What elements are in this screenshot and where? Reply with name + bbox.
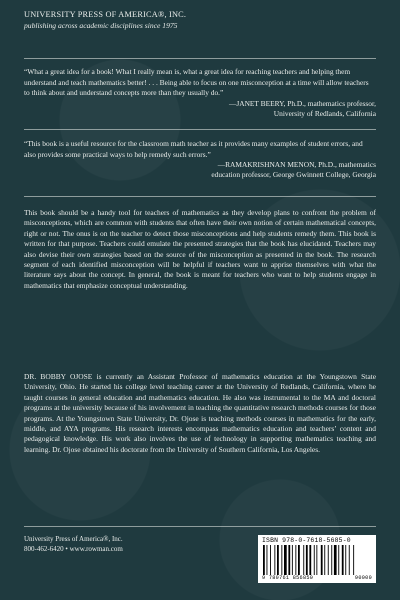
endorsement-attribution: —RAMAKRISHNAN MENON, Ph.D., mathematics <box>217 160 376 170</box>
endorsement-affiliation: education professor, George Gwinnett College, Georgia <box>211 170 376 180</box>
endorsement-attribution: —JANET BEERY, Ph.D., mathematics professor, <box>228 98 376 108</box>
publisher-name: UNIVERSITY PRESS OF AMERICA®, INC. <box>24 10 187 19</box>
footer-contact: 800-462-6420 • www.rowman.com <box>24 545 123 553</box>
author-bio: DR. BOBBY OJOSE is currently an Assistant Professor of mathematics education at the Youngstown State University, Ohio. He started his college level teaching career at the University of Redlands, California, where he taught courses in general education and mathematics education. He also was instrumental to the MA and doctoral programs at the university because of his involvement in teaching the quantitative research methods courses for those programs. At the Youngstown State University, Dr. Ojose is teaching methods courses in mathematics for the early, middle, and AYA programs. His research interests encompass mathematics education and teachers’ content and pedagogical knowledge. His work also involves the use of technology in supporting mathematics teaching and learning. Dr. Ojose obtained his doctorate from the University of Southern California, Los Angeles. <box>24 372 376 454</box>
barcode-digits <box>262 575 372 581</box>
endorsement-affiliation: University of Redlands, California <box>273 108 376 118</box>
divider <box>24 129 376 130</box>
isbn-barcode <box>258 535 376 583</box>
publisher-footer <box>24 534 123 554</box>
endorsement-1 <box>24 67 376 119</box>
endorsement-text: “What a great idea for a book! What I really mean is, what a great idea for reaching teachers and helping them understand and teach mathematics better! . . . Being able to focus on one misconception at a time will allow teachers to think about and understand concepts more than they usually do.” <box>24 67 369 98</box>
footer-publisher: University Press of America®, Inc. <box>24 535 123 543</box>
divider <box>24 58 376 59</box>
barcode-number: 9 780761 856850 <box>262 575 314 581</box>
publisher-tagline: publishing across academic disciplines since 1975 <box>24 21 178 30</box>
endorsement-text: “This book is a useful resource for the classroom math teacher as it provides many examples of student errors, and also provides some practical ways to help remedy such errors.” <box>24 139 363 159</box>
isbn-number: ISBN 978-0-7618-5685-0 <box>262 537 351 544</box>
isbn-line <box>262 537 372 544</box>
book-description: This book should be a handy tool for teachers of mathematics as they develop plans to confront the problem of misconceptions, which are common with students that often have their own notion of certain mathematical concepts, right or not. The onus is on the teacher to detect those misconceptions and help students remedy them. This book is written for that purpose. Teachers could emulate the presented strategies that the book has elucidated. Teachers may also devise their own strategies based on the source of the misconception as presented in the book. The research segment of each identified misconception will be helpful if teachers want to apprise themselves with what the literature says about the concept. In general, the book is meant for teachers who want to help students engage in mathematics that emphasize conceptual understanding. <box>24 208 376 290</box>
barcode-bars <box>262 545 372 575</box>
price-code: 90000 <box>354 575 372 581</box>
divider <box>24 526 376 527</box>
divider <box>24 196 376 197</box>
endorsement-2 <box>24 139 376 180</box>
